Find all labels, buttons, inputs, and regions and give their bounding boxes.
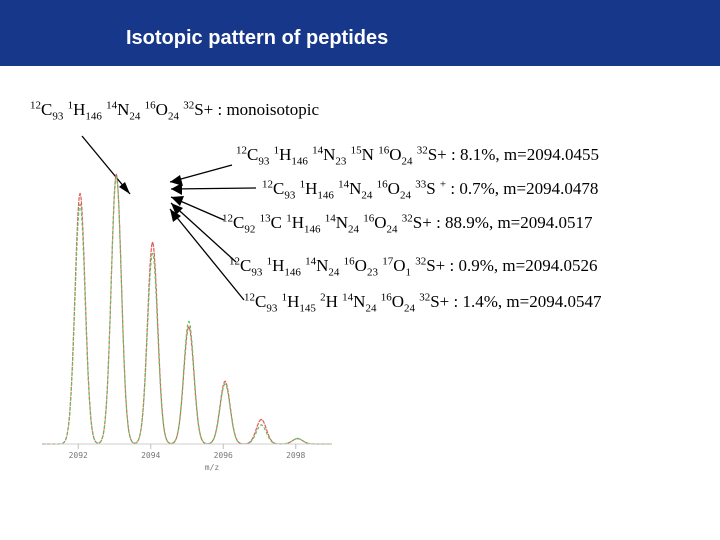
formula-5-part-0: 12 — [244, 291, 255, 304]
formula-3-part-14: 16 — [363, 212, 375, 225]
formula-4-part-0: 12 — [229, 255, 240, 268]
formula-5-part-8: 2 — [320, 291, 326, 304]
x-tick-label-0: 2092 — [68, 451, 88, 460]
formula-2-part-16: 33 — [415, 178, 427, 191]
isotope-formula-5 — [244, 291, 602, 315]
formula-1-part-16: 24 — [401, 155, 413, 168]
formula-0-part-0: 12 — [30, 99, 41, 112]
formula-2-part-5: H — [305, 179, 318, 198]
formula-0-part-12: 16 — [144, 99, 156, 112]
formula-3-part-6: 1 — [286, 212, 292, 225]
formula-2-part-1: C — [273, 179, 285, 198]
formula-1-part-4: 1 — [273, 144, 280, 157]
x-tick-label-1: 2094 — [141, 451, 161, 460]
formula-4-part-20: 32 — [415, 255, 427, 268]
formula-1-part-15: O — [389, 145, 402, 164]
formula-5-part-11: N — [353, 292, 366, 311]
formula-0-part-6: 146 — [85, 110, 102, 123]
formula-annotation: : 1.4%, m=2094.0547 — [449, 292, 602, 311]
formula-5-part-14: 16 — [380, 291, 392, 304]
formula-1-part-12: 15 — [350, 144, 362, 157]
formula-4-part-14: 23 — [366, 266, 378, 279]
formula-annotation: : 0.9%, m=2094.0526 — [445, 256, 598, 275]
formula-3-part-4: 13 — [259, 212, 271, 225]
formula-4-part-16: 17 — [382, 255, 394, 268]
formula-1-part-0: 12 — [236, 144, 247, 157]
formula-2-part-17: S — [426, 179, 440, 198]
slide-title: Isotopic pattern of peptides — [126, 27, 389, 49]
spectrum-peak-0-5 — [261, 419, 263, 421]
formula-5-part-16: 24 — [403, 302, 415, 315]
formula-3-part-18: 32 — [401, 212, 413, 225]
formula-0-part-2: 93 — [52, 110, 64, 123]
formula-3-part-19: S+ — [412, 213, 432, 232]
x-tick-label-3: 2098 — [286, 451, 306, 460]
isotope-formula-3 — [222, 212, 593, 236]
isotope-formula-2 — [262, 178, 599, 202]
x-tick-label-2: 2096 — [213, 451, 233, 460]
formula-2-part-12: 16 — [376, 178, 388, 191]
formula-5-part-4: 1 — [281, 291, 288, 304]
formula-0-part-17: S+ — [194, 100, 214, 119]
formula-1-part-14: 16 — [378, 144, 390, 157]
formula-0-part-4: 1 — [67, 99, 74, 112]
formula-0-part-5: H — [73, 100, 86, 119]
formula-3-part-8: 146 — [303, 223, 321, 236]
formula-2-part-0: 12 — [262, 178, 273, 191]
formula-5-part-6: 145 — [299, 302, 316, 315]
formula-4-part-10: 24 — [328, 266, 340, 279]
spectrum-peak-1-2 — [152, 253, 154, 255]
formula-4-part-4: 1 — [266, 255, 273, 268]
formula-2-part-18: + — [439, 178, 447, 191]
spectrum-peak-1-3 — [188, 321, 190, 323]
formula-5-part-12: 24 — [365, 302, 377, 315]
formula-5-part-10: 14 — [342, 291, 354, 304]
formula-3-part-12: 24 — [348, 223, 359, 236]
formula-1-part-13: N — [361, 145, 379, 164]
formula-3-part-0: 12 — [222, 212, 233, 225]
arrow-33s — [171, 188, 256, 189]
formula-5-part-18: 32 — [419, 291, 431, 304]
spectrum-peak-1-6 — [297, 438, 299, 440]
formula-0-part-1: C — [41, 100, 53, 119]
formula-1-part-9: N — [323, 145, 336, 164]
formula-1-part-6: 146 — [291, 155, 308, 168]
spectrum-peak-1-5 — [261, 424, 263, 426]
spectrum-peak-1-0 — [79, 204, 81, 206]
spectrum-peak-0-2 — [152, 242, 154, 244]
formula-4-part-8: 14 — [305, 255, 317, 268]
spectrum-peak-1-4 — [224, 383, 226, 385]
formula-3-part-11: N — [335, 213, 348, 232]
formula-0-part-13: O — [155, 100, 168, 119]
formula-3-part-16: 24 — [386, 223, 398, 236]
formula-1-part-18: 32 — [416, 144, 428, 157]
formula-3-part-5: C — [270, 213, 287, 232]
formula-5-part-9: H — [325, 292, 343, 311]
formula-4-part-6: 146 — [284, 266, 301, 279]
formula-2-part-4: 1 — [299, 178, 306, 191]
formula-0-part-8: 14 — [106, 99, 118, 112]
formula-2-part-13: O — [387, 179, 400, 198]
formula-2-part-2: 93 — [284, 189, 296, 202]
formula-2-part-10: 24 — [361, 189, 373, 202]
formula-2-part-14: 24 — [399, 189, 411, 202]
x-axis-label: m/z — [204, 463, 220, 472]
formula-0-part-9: N — [117, 100, 130, 119]
formula-1-part-19: S+ — [427, 145, 447, 164]
formula-1-part-1: C — [247, 145, 259, 164]
formula-0-part-10: 24 — [129, 110, 141, 123]
spectrum-peak-0-4 — [224, 381, 226, 383]
formula-1-part-10: 23 — [335, 155, 347, 168]
formula-4-part-9: N — [316, 256, 329, 275]
spectrum-peak-0-3 — [188, 326, 190, 328]
formula-4-part-17: O — [393, 256, 406, 275]
formula-3-part-15: O — [374, 213, 387, 232]
formula-3-part-10: 14 — [324, 212, 336, 225]
formula-4-part-2: 93 — [251, 266, 263, 279]
spectrum-peak-1-1 — [116, 177, 118, 179]
formula-annotation: : monoisotopic — [213, 100, 320, 119]
isotope-formula-1 — [236, 144, 599, 168]
formula-2-part-6: 146 — [317, 189, 334, 202]
formula-3-part-1: C — [233, 213, 245, 232]
formula-5-part-2: 93 — [266, 302, 278, 315]
formula-1-part-5: H — [279, 145, 292, 164]
formula-5-part-5: H — [287, 292, 300, 311]
formula-3-part-2: 92 — [244, 223, 256, 236]
formula-annotation: : 0.7%, m=2094.0478 — [446, 179, 599, 198]
formula-4-part-1: C — [240, 256, 252, 275]
formula-4-part-12: 16 — [343, 255, 355, 268]
formula-4-part-18: 1 — [405, 266, 411, 279]
formula-5-part-19: S+ — [430, 292, 450, 311]
formula-4-part-13: O — [354, 256, 367, 275]
formula-4-part-5: H — [272, 256, 285, 275]
formula-annotation: : 88.9%, m=2094.0517 — [431, 213, 593, 232]
arrow-monoisotopic-head — [119, 182, 130, 194]
formula-0-part-16: 32 — [183, 99, 195, 112]
arrow-33s-head — [171, 183, 182, 195]
formula-1-part-8: 14 — [312, 144, 324, 157]
formula-5-part-1: C — [255, 292, 267, 311]
formula-1-part-2: 93 — [258, 155, 270, 168]
formula-2-part-9: N — [349, 179, 362, 198]
x-axis-ticks — [69, 444, 306, 460]
isotope-formula-4 — [229, 255, 598, 279]
formula-annotation: : 8.1%, m=2094.0455 — [446, 145, 599, 164]
formula-5-part-15: O — [391, 292, 404, 311]
formula-3-part-7: H — [291, 213, 304, 232]
isotope-formula-0 — [30, 99, 320, 123]
formula-4-part-21: S+ — [426, 256, 446, 275]
spectrum-peak-0-0 — [79, 193, 81, 195]
formula-2-part-8: 14 — [338, 178, 350, 191]
spectrum-peak-0-1 — [116, 174, 118, 176]
formula-0-part-14: 24 — [167, 110, 179, 123]
